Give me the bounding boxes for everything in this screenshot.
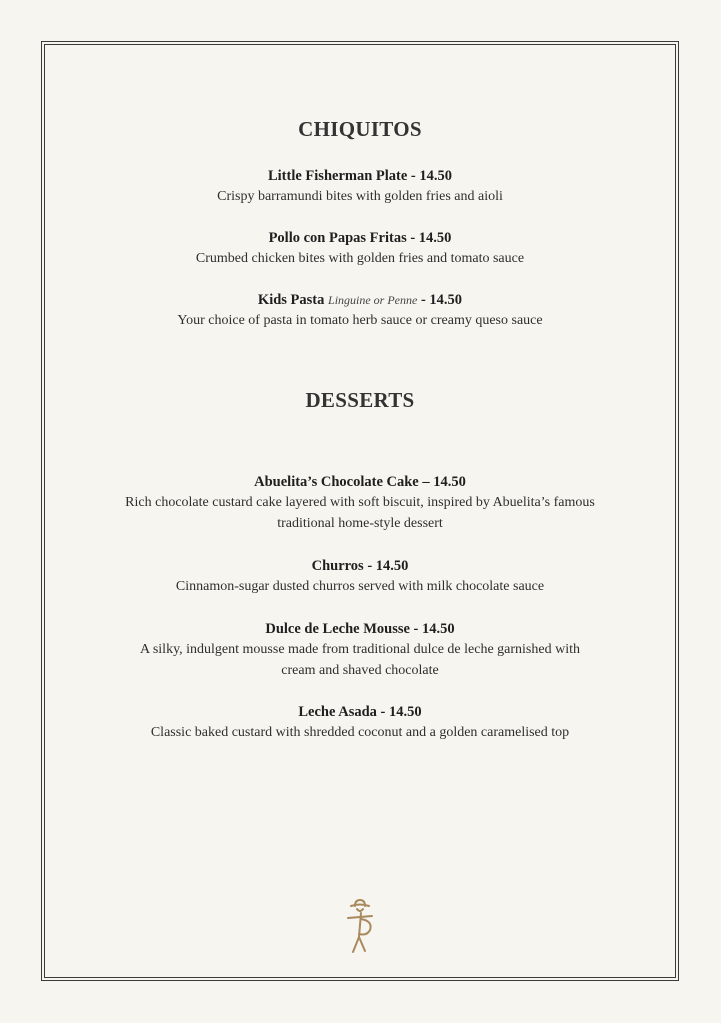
- menu-item: [44, 702, 676, 743]
- section-chiquitos: [44, 117, 676, 142]
- item-description: Cinnamon-sugar dusted churros served with milk chocolate sauce: [175, 579, 545, 594]
- item-name: [44, 290, 676, 310]
- menu-item: [44, 619, 676, 681]
- item-description: cream and shaved chocolate: [281, 663, 439, 678]
- menu-item: [44, 472, 676, 534]
- item-name: Churros - 14.50: [311, 558, 409, 574]
- item-name: Pollo con Papas Fritas - 14.50: [268, 230, 452, 246]
- gaucho-monogram-icon: [340, 897, 380, 955]
- item-description: Rich chocolate custard cake layered with soft biscuit, inspired by Abuelita’s famous: [125, 495, 595, 510]
- section-desserts: [44, 388, 676, 413]
- section-title: DESSERTS: [305, 388, 415, 412]
- item-name: Leche Asada - 14.50: [298, 704, 422, 720]
- item-name: Little Fisherman Plate - 14.50: [267, 168, 453, 184]
- item-name: Abuelita’s Chocolate Cake – 14.50: [254, 474, 466, 490]
- item-description: traditional home-style dessert: [277, 516, 443, 531]
- menu-item: [44, 228, 676, 269]
- item-description: Crumbed chicken bites with golden fries and tomato sauce: [195, 251, 525, 266]
- section-title: CHIQUITOS: [298, 117, 422, 141]
- item-name-main: Kids Pasta: [257, 292, 325, 308]
- item-description: Your choice of pasta in tomato herb sauce or creamy queso sauce: [177, 313, 543, 328]
- menu-item: [44, 556, 676, 597]
- item-description: A silky, indulgent mousse made from traditional dulce de leche garnished with: [140, 642, 580, 657]
- item-description: Classic baked custard with shredded coconut and a golden caramelised top: [150, 725, 570, 740]
- item-name-note: Linguine or Penne: [328, 293, 418, 307]
- item-price: - 14.50: [420, 292, 463, 308]
- item-description: Crispy barramundi bites with golden fries and aioli: [217, 189, 503, 204]
- menu-item: [44, 166, 676, 207]
- menu-item: [44, 290, 676, 331]
- item-name: Dulce de Leche Mousse - 14.50: [265, 621, 455, 637]
